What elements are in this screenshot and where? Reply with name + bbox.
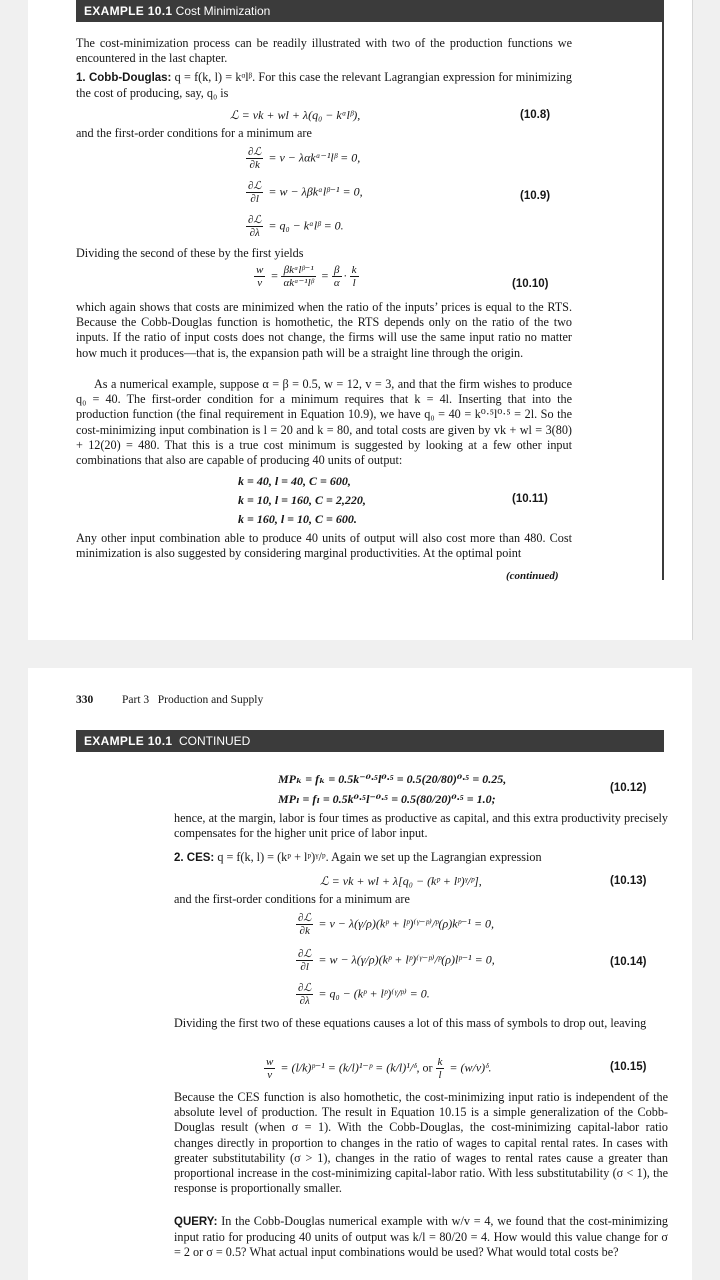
eq-10-10-mpk: αkᵅ⁻¹lᵝ <box>283 277 314 289</box>
ces-foc-1-numerator: ∂ℒ <box>298 912 312 924</box>
numerical-example-paragraph: As a numerical example, suppose α = β = 0.5, w = 12, v = 3, and that the firm wishes to produce q₀ = 40. The first-order condition for a minimum requires that k = 4l. Inserting that into the production function (the final requirement in Equation 10.9), we have q₀ = 40 = k⁰·⁵l⁰·⁵ = 2l. So the cost-minimizing input combination is l = 20 and k = 80, and total costs are given by vk + wl = 3(80) + 12(20) = 480. That this is a true cost minimum is suggested by looking at a few other input combinations that also are capable of producing 40 units of output: <box>76 377 572 468</box>
equation-number-10-13: (10.13) <box>610 875 647 887</box>
cobb-douglas-heading: 1. Cobb-Douglas: <box>76 72 172 84</box>
hence-paragraph: hence, at the margin, labor is four times as productive as capital, and this extra productivity precisely compensates for the higher unit price of labor input. <box>174 811 668 841</box>
ces-foc-3-rhs: = q₀ − (kᵖ + lᵖ)⁽ᵞ/ᵖ⁾ = 0. <box>318 986 430 1001</box>
eq-10-10-alpha: α <box>333 277 340 289</box>
query-label: QUERY: <box>174 1216 218 1228</box>
eq-10-15-middle: = (l/k)ᵖ⁻¹ = (k/l)¹⁻ᵖ = (k/l)¹/ᵟ, <box>280 1060 420 1075</box>
foc-3-numerator: ∂ℒ <box>248 214 262 226</box>
equation-number-10-15: (10.15) <box>610 1061 647 1073</box>
eq-10-10-mpl: βkᵅlᵝ⁻¹ <box>281 264 315 277</box>
equation-number-10-12: (10.12) <box>610 782 647 794</box>
cobb-douglas-intro <box>76 70 572 101</box>
foc-1-denominator: ∂k <box>249 159 260 171</box>
example-continued-title: CONTINUED <box>178 734 251 748</box>
ces-foc-1-rhs: = v − λ(γ/ρ)(kᵖ + lᵖ)⁽ᵞ⁻ᵖ⁾/ᵖ(ρ)kᵖ⁻¹ = 0, <box>318 916 495 931</box>
foc-3-denominator: ∂λ <box>249 227 260 239</box>
document-page-top <box>28 0 693 640</box>
example-label-continued: EXAMPLE 10.1 <box>84 734 173 748</box>
foc-equation-1 <box>246 146 360 171</box>
foc-2-numerator: ∂ℒ <box>248 180 262 192</box>
intro-paragraph: The cost-minimization process can be readily illustrated with two of the production functions we encountered in the last chapter. <box>76 36 572 66</box>
ces-explanation-paragraph: Because the CES function is also homothetic, the cost-minimizing input ratio is independent of the absolute level of production. The result in Equation 10.15 is a simple generalization of the Cobb-Douglas result (when σ = 1). With the Cobb-Douglas, the cost-minimizing capital-labor ratio changes directly in proportion to changes in the ratio of wages to capital rental rates. In cases with greater substitutability (σ > 1), changes in the ratio of wages to rental rates cause a greater than proportional increase in the cost-minimizing capital-labor ratio. With less substitutability (σ < 1), the response is proportionally smaller. <box>174 1090 668 1196</box>
equation-number-10-10: (10.10) <box>512 278 549 290</box>
eq-10-15-rhs: = (w/v)ᵟ. <box>449 1060 492 1075</box>
example-header-bar <box>76 0 664 22</box>
ces-foc-3-denominator: ∂λ <box>299 995 310 1007</box>
ces-foc-2-rhs: = w − λ(γ/ρ)(kᵖ + lᵖ)⁽ᵞ⁻ᵖ⁾/ᵖ(ρ)lᵖ⁻¹ = 0, <box>318 952 495 967</box>
divide-text: Dividing the second of these by the first yields <box>76 246 304 260</box>
foc-intro: and the first-order conditions for a minimum are <box>76 126 312 140</box>
ces-foc-equation-2 <box>296 948 495 973</box>
equation-10-8: ℒ = vk + wl + λ(q₀ − kᵅlᵝ), <box>230 108 361 122</box>
equation-10-15 <box>264 1056 492 1081</box>
ces-foc-3-numerator: ∂ℒ <box>298 982 312 994</box>
rts-paragraph: which again shows that costs are minimized when the ratio of the inputs’ prices is equal to the RTS. Because the Cobb-Douglas function is homothetic, the RTS depends only on the ratio of the two inputs. If the ratio of input costs does not change, the firms will use the same input ratio no matter how much it produces—that is, the expansion path will be a straight line through the origin. <box>76 300 572 360</box>
foc-1-rhs: = v − λαkᵅ⁻¹lᵝ = 0, <box>268 150 361 165</box>
combo-2: k = 10, l = 160, C = 2,220, <box>238 493 366 507</box>
combo-3: k = 160, l = 10, C = 600. <box>238 512 357 526</box>
ces-text: q = f(k, l) = (kᵖ + lᵖ)ᵞ/ᵖ. Again we set up the Lagrangian expression <box>217 850 542 864</box>
equation-10-12-line-1: MPₖ = fₖ = 0.5k⁻⁰·⁵l⁰·⁵ = 0.5(20/80)⁰·⁵ = 0.25, <box>278 772 507 786</box>
query-paragraph <box>174 1214 668 1261</box>
ces-foc-equation-3 <box>296 982 430 1007</box>
document-page-bottom <box>28 668 692 1280</box>
example-continued-bar <box>76 730 664 752</box>
ces-foc-equation-1 <box>296 912 494 937</box>
eq-10-10-v: v <box>257 277 263 289</box>
eq-10-10-beta: β <box>332 264 342 277</box>
ces-divide-text: Dividing the first two of these equations causes a lot of this mass of symbols to drop out, leaving <box>174 1016 647 1030</box>
ces-foc-2-denominator: ∂l <box>300 961 309 973</box>
part-title: Production and Supply <box>157 694 264 706</box>
equation-number-10-8: (10.8) <box>520 109 551 121</box>
eq-10-10-l: l <box>352 277 356 289</box>
eq-10-15-v: v <box>267 1069 273 1081</box>
equation-10-13: ℒ = vk + wl + λ[q₀ − (kᵖ + lᵖ)ᵞ/ᵖ], <box>320 874 482 888</box>
ces-foc-2-numerator: ∂ℒ <box>298 948 312 960</box>
equation-number-10-14: (10.14) <box>610 956 647 968</box>
part-label: Part 3 <box>122 694 150 706</box>
ces-intro <box>174 850 668 866</box>
eq-10-10-w: w <box>256 264 264 276</box>
eq-10-15-or: or <box>422 1060 433 1075</box>
query-text: In the Cobb-Douglas numerical example with w/v = 4, we found that the cost-minimizing input ratio for producing 40 units of output was k/l = 80/20 = 4. How would this value change for σ = 2 or σ = 0.5? What actual input combinations would be used? What would total costs be? <box>174 1214 669 1260</box>
eq-10-15-w: w <box>266 1056 274 1068</box>
foc-equation-2 <box>246 180 363 205</box>
combo-1: k = 40, l = 40, C = 600, <box>238 474 351 488</box>
eq-10-15-k: k <box>437 1056 443 1068</box>
foc-1-numerator: ∂ℒ <box>248 146 262 158</box>
ces-foc-1-denominator: ∂k <box>299 925 310 937</box>
continued-note: (continued) <box>506 570 559 582</box>
running-header <box>122 694 263 706</box>
ces-heading: 2. CES: <box>174 852 215 864</box>
foc-equation-3 <box>246 214 344 239</box>
ces-foc-intro: and the first-order conditions for a minimum are <box>174 892 410 906</box>
example-title: Cost Minimization <box>175 4 271 18</box>
equation-number-10-11: (10.11) <box>512 493 548 505</box>
example-label: EXAMPLE 10.1 <box>84 4 173 18</box>
cobb-douglas-text: q = f(k, l) = kᵅlᵝ. For this case the relevant Lagrangian expression for minimizing the cost of producing, say, q₀ is <box>76 70 572 101</box>
eq-10-10-k: k <box>351 264 357 276</box>
foc-3-rhs: = q₀ − kᵅlᵝ = 0. <box>268 218 344 233</box>
page-number: 330 <box>76 694 94 706</box>
equation-number-10-9: (10.9) <box>520 190 551 202</box>
equation-10-10: $\frac{w}{v}$ = $\frac{\text{βkᵅlᵝ⁻¹}}{\text{αkᵅ⁻¹lᵝ}}$ = $\frac{\beta}{\alpha}$ · $\frac{k}{l}$ <box>256 264 357 289</box>
foc-2-rhs: = w − λβkᵅlᵝ⁻¹ = 0, <box>268 184 363 199</box>
eq-10-15-l: l <box>438 1069 442 1081</box>
foc-2-denominator: ∂l <box>250 193 259 205</box>
equation-10-12-line-2: MPₗ = fₗ = 0.5k⁰·⁵l⁻⁰·⁵ = 0.5(80/20)⁰·⁵ = 1.0; <box>278 792 496 806</box>
example-side-rule <box>662 22 664 580</box>
other-combos-paragraph: Any other input combination able to produce 40 units of output will also cost more than 480. Cost minimization is also suggested by considering marginal productivities. At the optimal point <box>76 531 572 561</box>
